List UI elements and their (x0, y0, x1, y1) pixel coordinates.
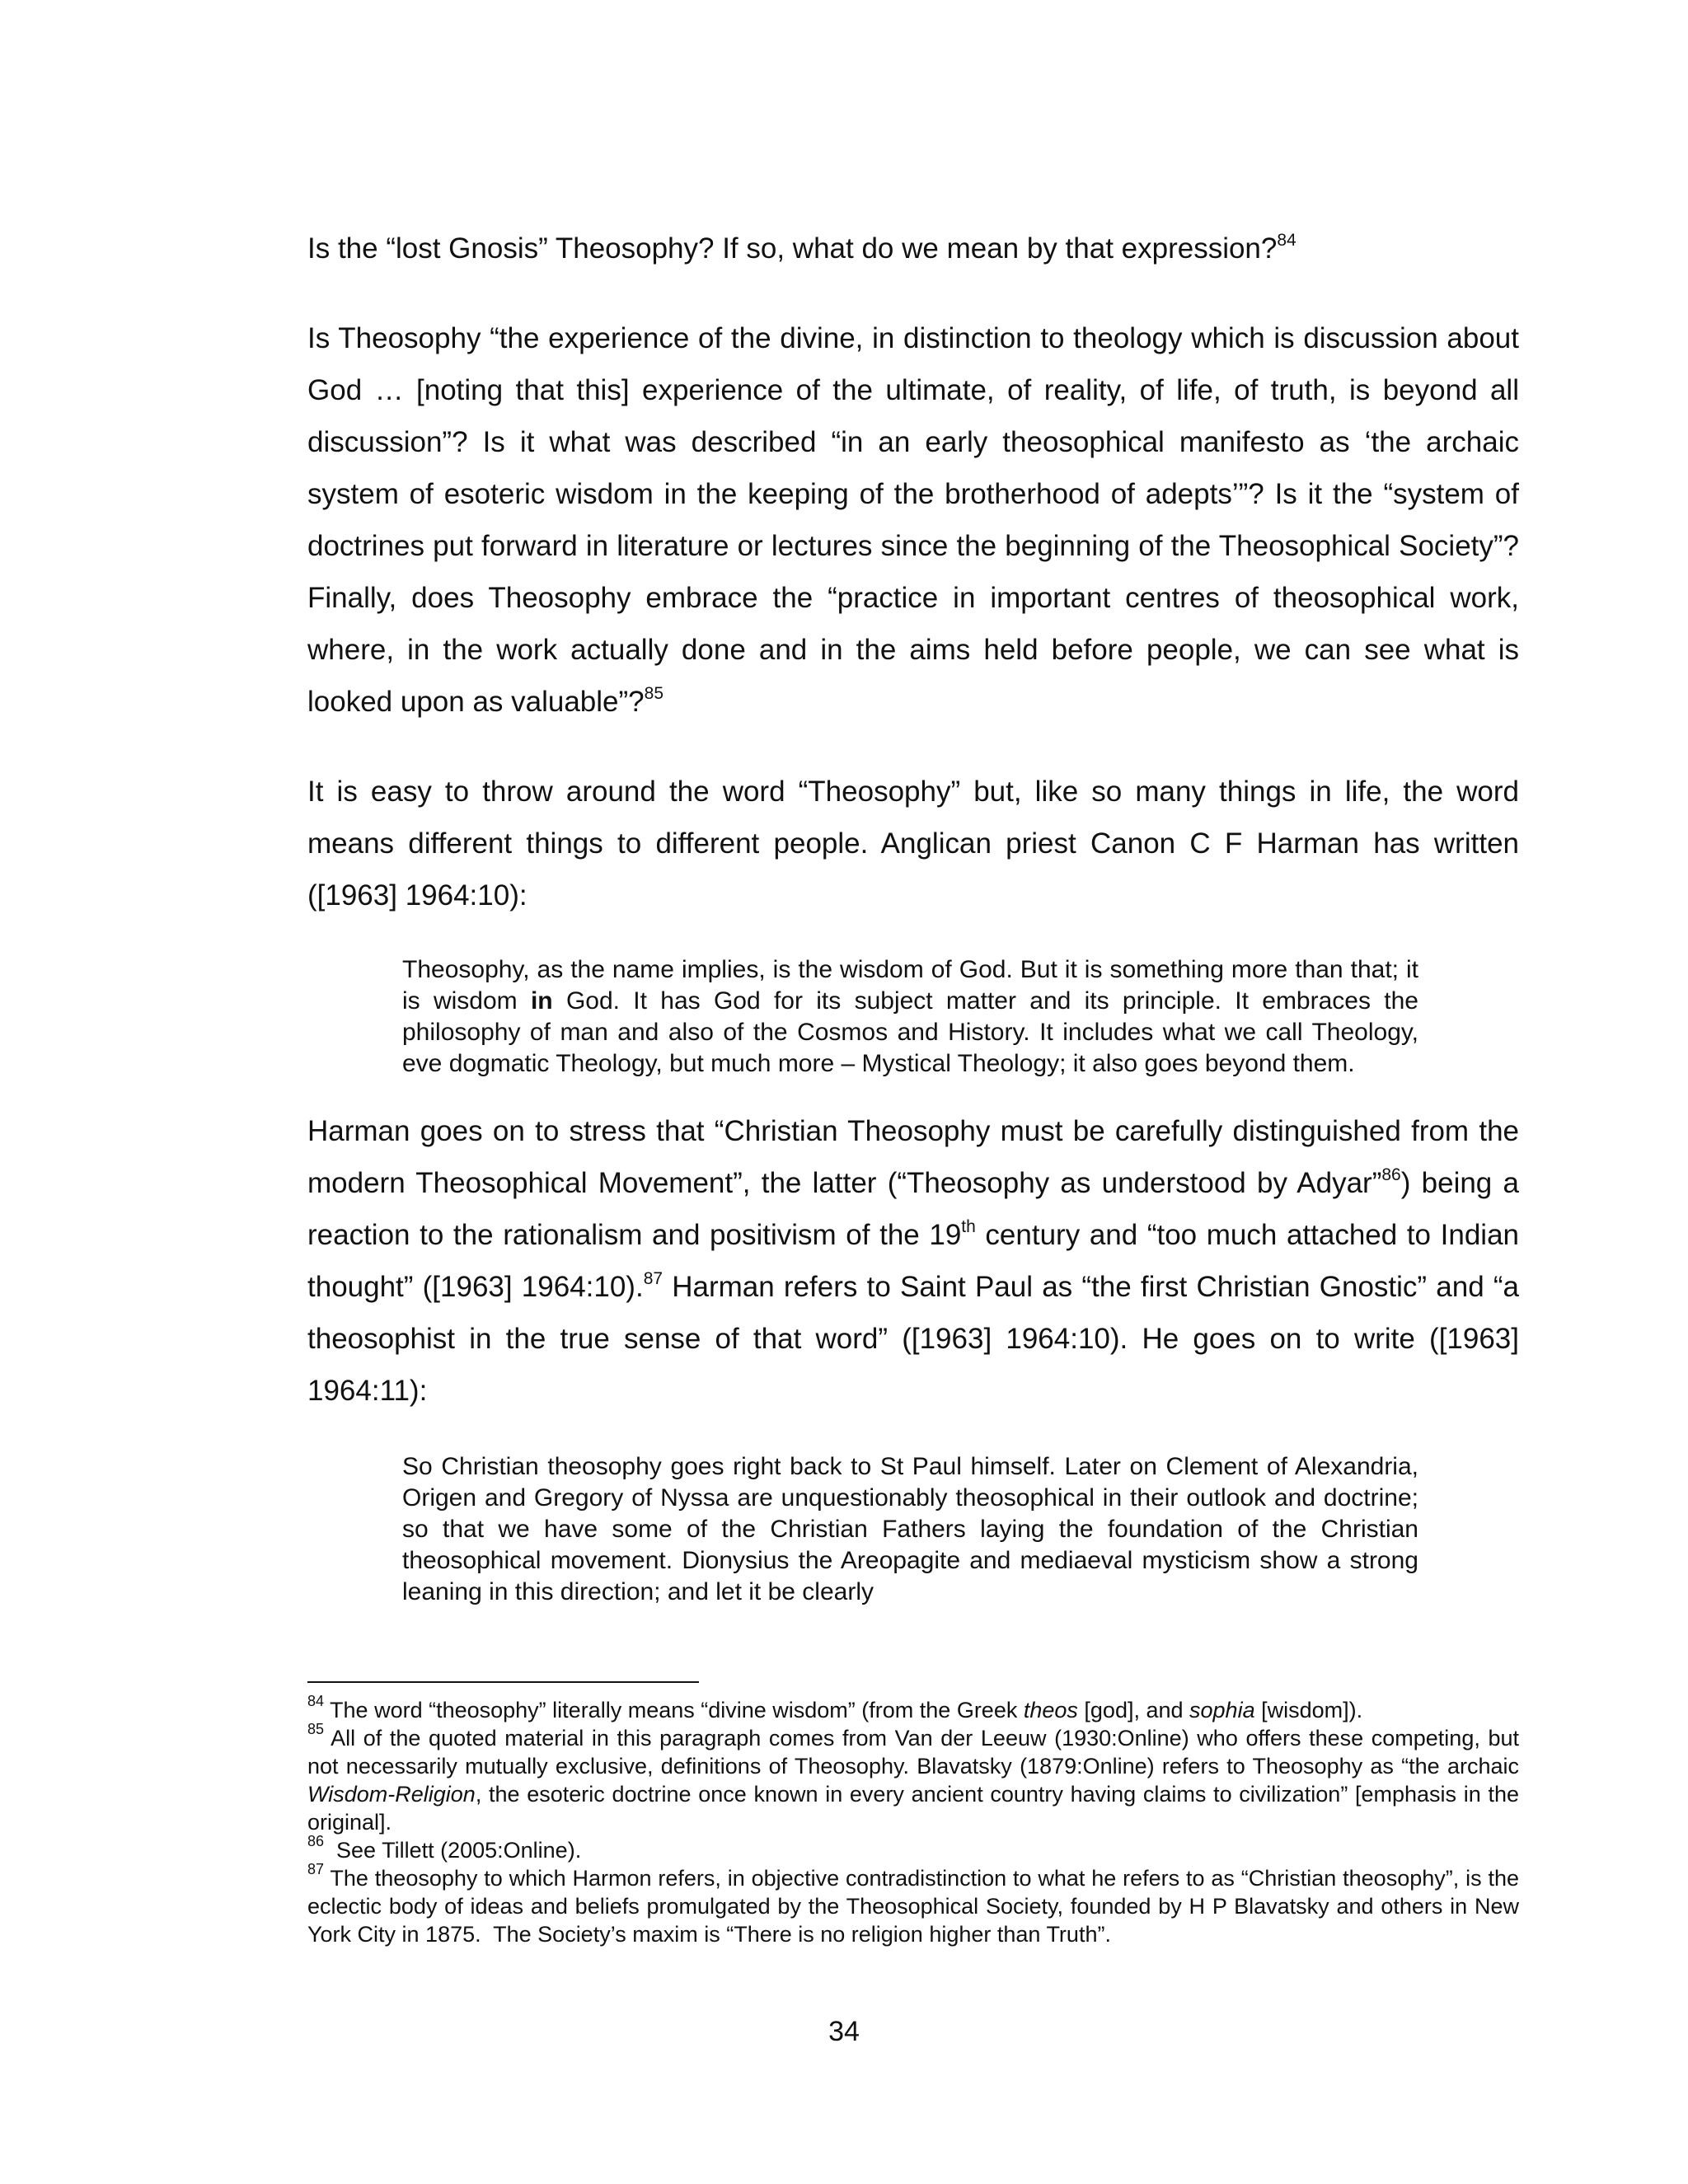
footnote-87 (307, 1861, 1526, 1948)
footnote-ref-85[interactable]: 85 (644, 684, 663, 704)
block-quote-1-text-a: Theosophy, as the name implies, is the wisdom of God. But it is something more than that; it is wisdom (402, 956, 1418, 1015)
footnote-84 (307, 1693, 1519, 1724)
paragraph-3-text: It is easy to throw around the word “Theosophy” but, like so many things in life, the word means different things to different people. Anglican priest Canon C F Harman has written ([1963] 1964:10): (307, 776, 1519, 912)
footnote-85-italic: Wisdom-Religion (307, 1782, 476, 1807)
page-body (307, 223, 1519, 1608)
block-quote-2 (402, 1451, 1418, 1608)
footnote-85-number: 85 (307, 1721, 325, 1737)
block-quote-2-text: So Christian theosophy goes right back to St Paul himself. Later on Clement of Alexandria, Origen and Gregory of Nyssa are unquestionably theosophical in their outlook and doctrine; so that we have some of the Christian Fathers laying the foundation of the Christian theosophical movement. Dionysius the Areopagite and mediaeval mysticism show a strong leaning in this direction; and let it be clearly (402, 1453, 1418, 1605)
footnote-87-number: 87 (307, 1861, 325, 1877)
footnote-84-text-a: The word “theosophy” literally means “divine wisdom” (from the Greek (324, 1698, 1024, 1722)
paragraph-4-text-a: Harman goes on to stress that “Christian Theosophy must be carefully distinguished from the modern Theosophical Movement”, the latter (“Theosophy as understood by Adyar” (307, 1115, 1519, 1199)
paragraph-4-text-b: ) being a reaction to the rationalism and positivism of the 19 (307, 1167, 1519, 1251)
footnote-86-text: See Tillett (2005:Online). (324, 1838, 582, 1863)
footnote-84-number: 84 (307, 1693, 325, 1709)
footnote-85 (307, 1721, 1519, 1836)
paragraph-3 (307, 766, 1519, 921)
footnote-ref-86[interactable]: 86 (1381, 1165, 1401, 1185)
footnote-86 (307, 1833, 1519, 1864)
footnote-ref-84[interactable]: 84 (1277, 231, 1296, 251)
paragraph-1-text: Is the “lost Gnosis” Theosophy? If so, what do we mean by that expression? (307, 232, 1278, 265)
block-quote-1 (402, 954, 1418, 1080)
block-quote-1-text-b: God. It has God for its subject matter and its principle. It embraces the philosophy of man and also of the Cosmos and History. It includes what we call Theology, eve dogmatic Theology, but much more – Mystical Theology; it also goes beyond them. (402, 987, 1418, 1077)
block-quote-1-bold: in (530, 987, 553, 1015)
page-number: 34 (828, 2016, 860, 2047)
footnote-87-text: The theosophy to which Harmon refers, in objective contradistinction to what he refers to as “Christian theosophy”, is the eclectic body of ideas and beliefs promulgated by the Theosophical Society, founded by H P Blavatsky and others in New York City in 1875. The Society’s maxim is “There is no religion higher than Truth”. (307, 1866, 1526, 1947)
footnote-84-text-c: [wisdom]). (1254, 1698, 1363, 1722)
paragraph-2 (307, 312, 1519, 728)
paragraph-4-text-d: Harman refers to Saint Paul as “the first Christian Gnostic” and “a theosophist in the true sense of that word” ([1963] 1964:10). He goes on to write ([1963] 1964:11): (307, 1271, 1519, 1407)
ordinal-suffix: th (961, 1217, 976, 1237)
footnote-84-italic-theos: theos (1023, 1698, 1078, 1722)
footnotes (307, 1681, 1526, 1948)
paragraph-2-text: Is Theosophy “the experience of the divine, in distinction to theology which is discussion about God … [noting that this] experience of the ultimate, of reality, of life, of truth, is beyond all discussion”? Is it what was described “in an early theosophical manifesto as ‘the archaic system of esoteric wisdom in the keeping of the brotherhood of adepts’”? Is it the “system of doctrines put forward in literature or lectures since the beginning of the Theosophical Society”? Finally, does Theosophy embrace the “practice in important centres of theosophical work, where, in the work actually done and in the aims held before people, we can see what is looked upon as valuable”? (307, 322, 1519, 718)
paragraph-1 (307, 223, 1519, 274)
paragraph-4-text-c: century and “too much attached to Indian thought” ([1963] 1964:10). (307, 1219, 1519, 1303)
footnote-84-italic-sophia: sophia (1189, 1698, 1255, 1722)
footnote-86-number: 86 (307, 1833, 325, 1849)
footnote-separator (307, 1681, 699, 1683)
paragraph-4 (307, 1105, 1519, 1417)
footnote-84-text-b: [god], and (1077, 1698, 1190, 1722)
footnote-ref-87[interactable]: 87 (643, 1269, 663, 1289)
footnote-85-text-b: , the esoteric doctrine once known in every ancient country having claims to civilization” [emphasis in the original]. (307, 1782, 1519, 1835)
footnote-85-text-a: All of the quoted material in this paragraph comes from Van der Leeuw (1930:Online) who offers these competing, but not necessarily mutually exclusive, definitions of Theosophy. Blavatsky (1879:Online) refers to Theosophy as “the archaic (307, 1726, 1519, 1779)
